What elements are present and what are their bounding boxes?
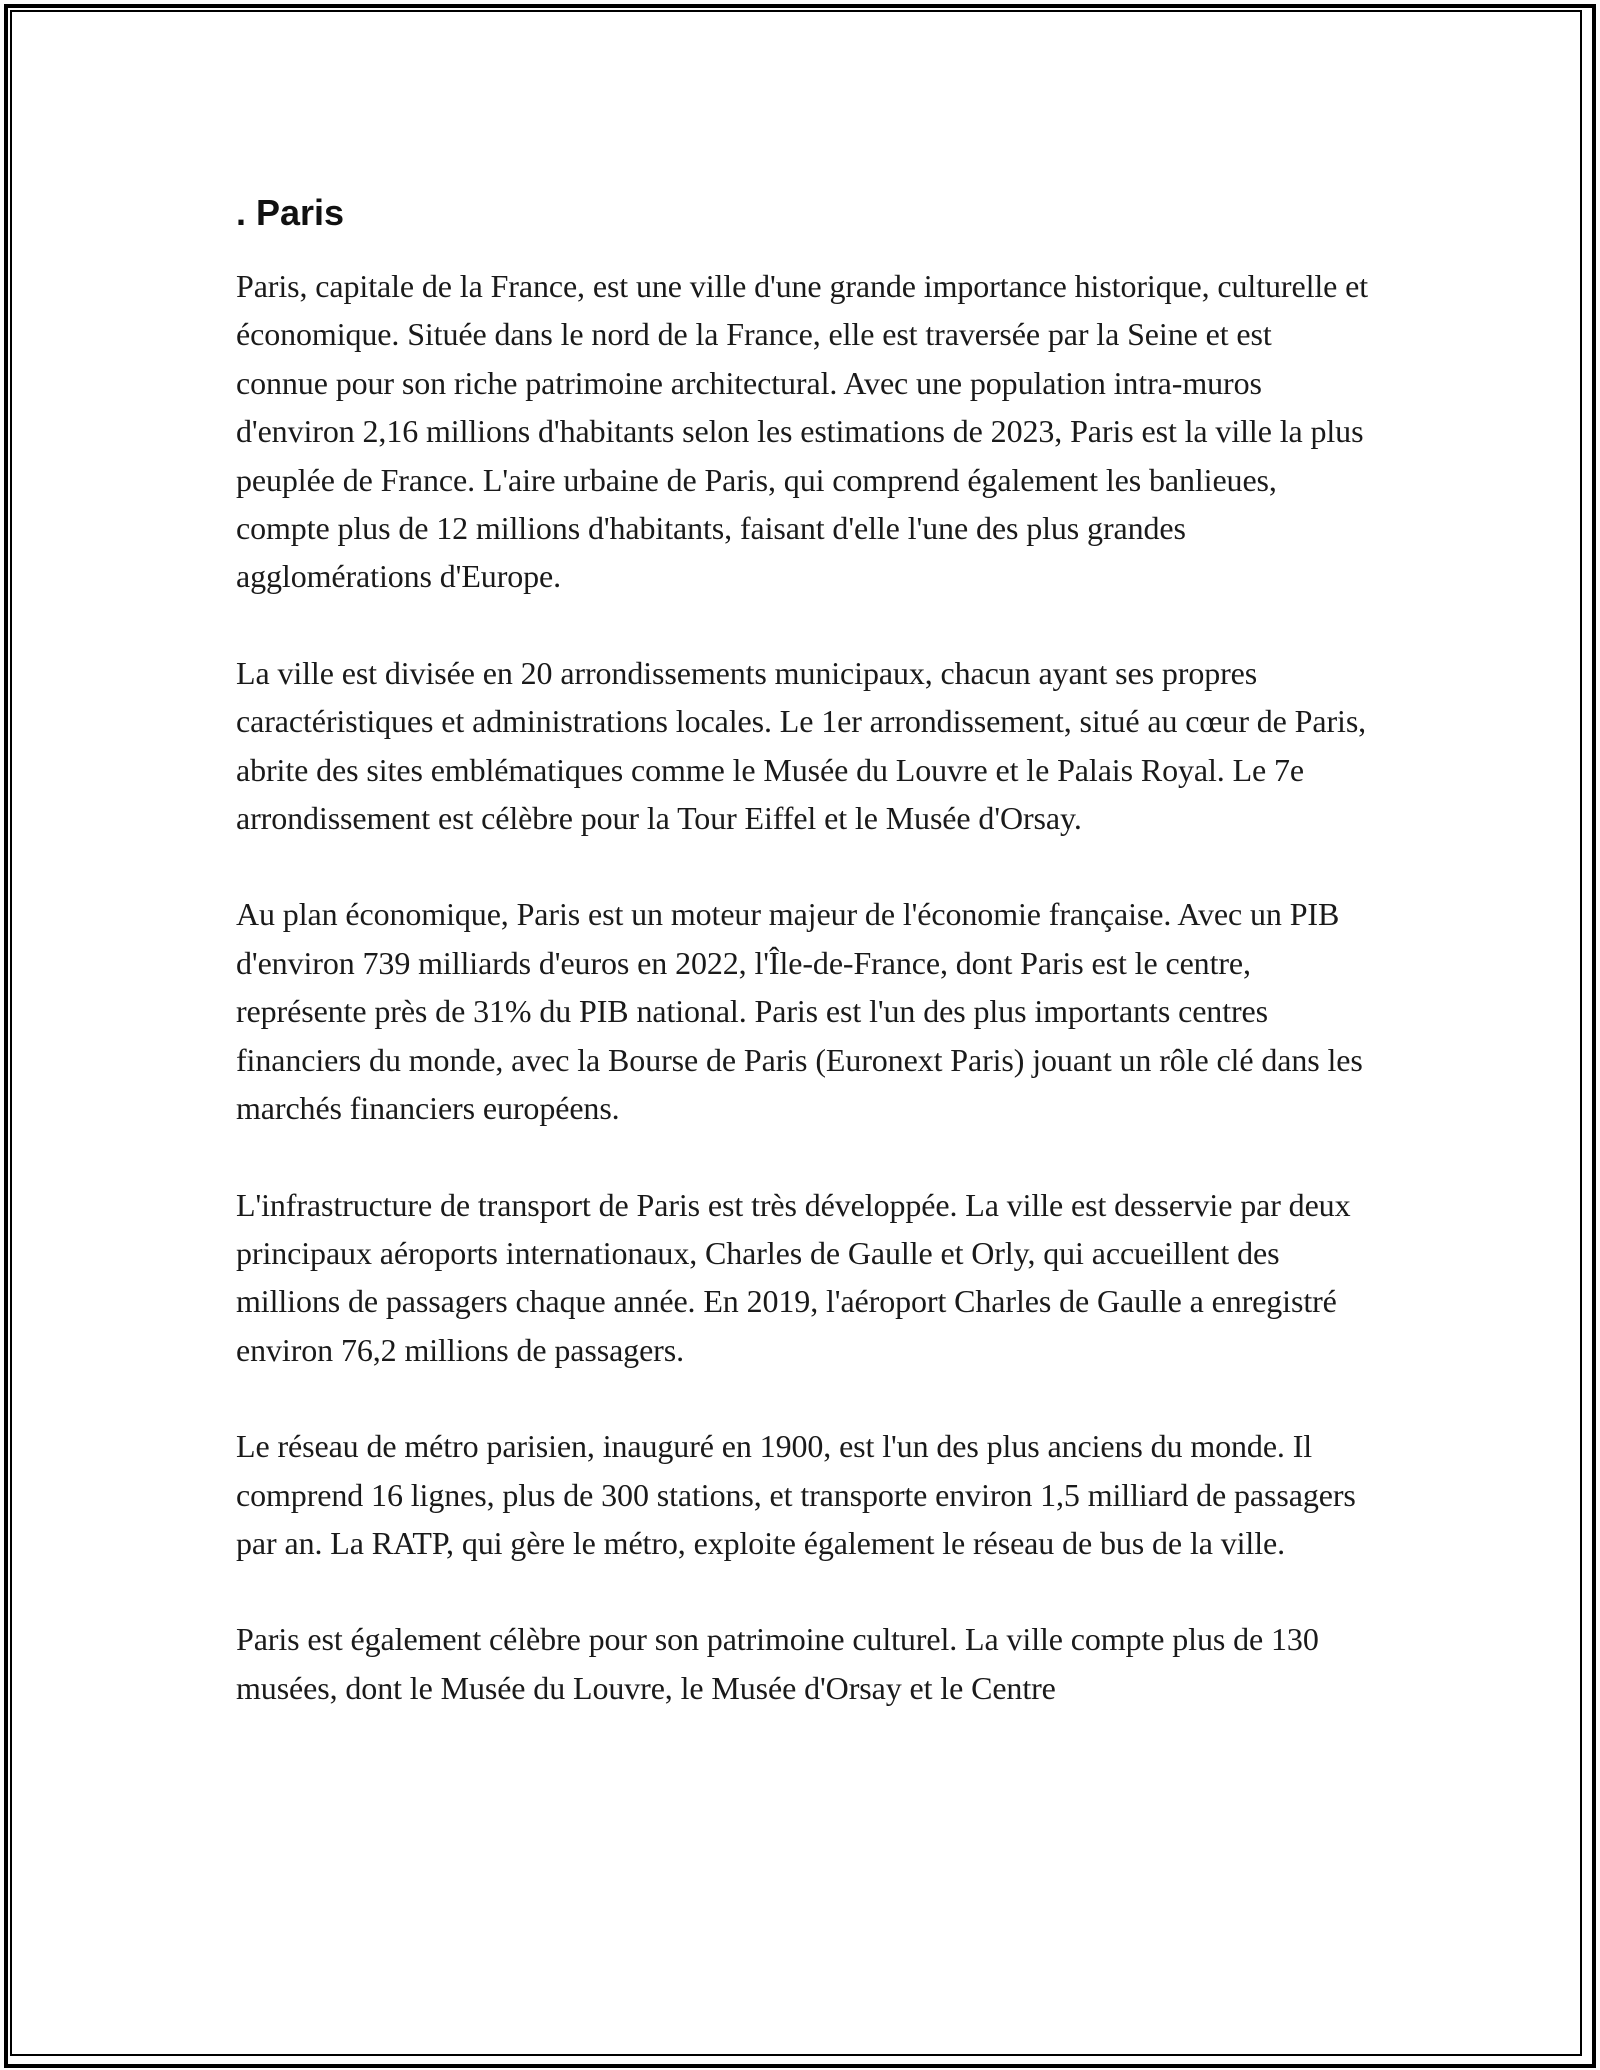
document-title: . Paris xyxy=(236,192,345,233)
paragraph-introduction: Paris, capitale de la France, est une ville d'une grande importance historique, culturelle et économique. Située dans le nord de la France, elle est traversée par la Seine et est connue pour son riche patrimoine architectural. Avec une population intra-muros d'environ 2,16 millions d'habitants selon les estimations de 2023, Paris est la ville la plus peuplée de France. L'aire urbaine de Paris, qui comprend également les banlieues, compte plus de 12 millions d'habitants, faisant d'elle l'une des plus grandes agglomérations d'Europe. xyxy=(236,268,1369,595)
document-body xyxy=(236,186,1370,1760)
paragraph-transport: L'infrastructure de transport de Paris est très développée. La ville est desservie par deux principaux aéroports internationaux, Charles de Gaulle et Orly, qui accueillent des millions de passagers chaque année. En 2019, l'aéroport Charles de Gaulle a enregistré environ 76,2 millions de passagers. xyxy=(236,1186,1351,1368)
paragraph-culture: Paris est également célèbre pour son patrimoine culturel. La ville compte plus de 130 musées, dont le Musée du Louvre, le Musée d'Orsay et le Centre xyxy=(236,1621,1319,1706)
paragraph-arrondissements: La ville est divisée en 20 arrondissements municipaux, chacun ayant ses propres caractéristiques et administrations locales. Le 1er arrondissement, situé au cœur de Paris, abrite des sites emblématiques comme le Musée du Louvre et le Palais Royal. Le 7e arrondissement est célèbre pour la Tour Eiffel et le Musée d'Orsay. xyxy=(236,654,1367,837)
paragraph-economy: Au plan économique, Paris est un moteur majeur de l'économie française. Avec un PIB d'environ 739 milliards d'euros en 2022, l'Île-de-France, dont Paris est le centre, représente près de 31% du PIB national. Paris est l'un des plus importants centres financiers du monde, avec la Bourse de Paris (Euronext Paris) jouant un rôle clé dans les marchés financiers européens. xyxy=(236,896,1363,1127)
paragraph-metro: Le réseau de métro parisien, inauguré en 1900, est l'un des plus anciens du monde. Il comprend 16 lignes, plus de 300 stations, et transporte environ 1,5 milliard de passagers par an. La RATP, qui gère le métro, exploite également le réseau de bus de la ville. xyxy=(236,1428,1356,1561)
